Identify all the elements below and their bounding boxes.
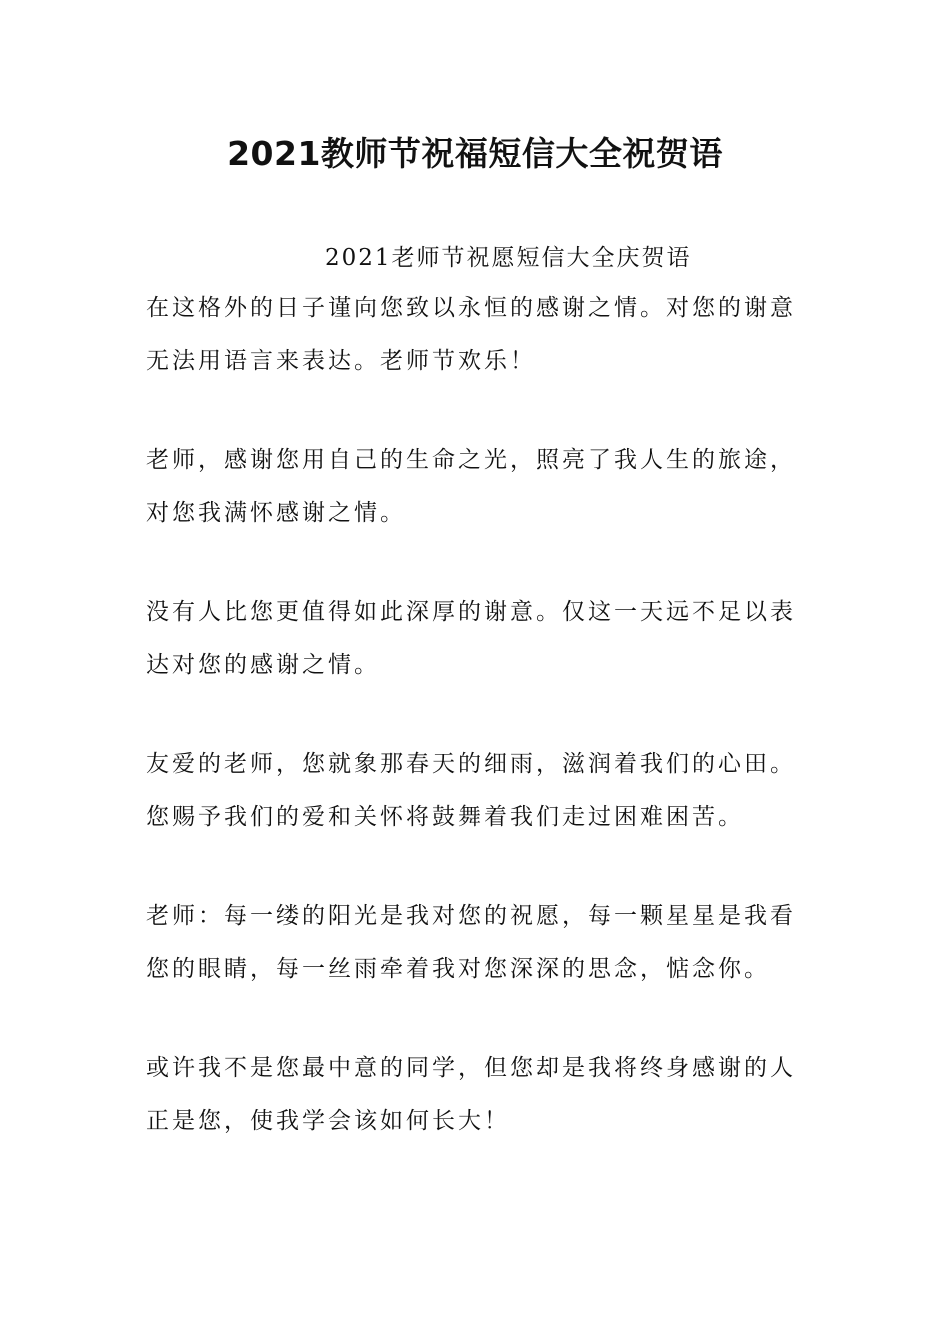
paragraph-line: 您的眼睛，每一丝雨牵着我对您深深的思念，惦念你。 — [146, 956, 770, 982]
document-subtitle: 2021老师节祝愿短信大全庆贺语 — [325, 245, 692, 271]
document-title: 2021教师节祝福短信大全祝贺语 — [227, 134, 723, 173]
paragraph-line: 老师：每一缕的阳光是我对您的祝愿，每一颗星星是我看 — [146, 903, 796, 929]
paragraph-3 — [146, 586, 814, 692]
paragraph-5 — [146, 890, 814, 996]
paragraph-line: 无法用语言来表达。老师节欢乐！ — [146, 348, 536, 374]
paragraph-line: 或许我不是您最中意的同学，但您却是我将终身感谢的人 — [146, 1055, 796, 1081]
paragraph-line: 对您我满怀感谢之情。 — [146, 500, 406, 526]
paragraph-line: 在这格外的日子谨向您致以永恒的感谢之情。对您的谢意 — [146, 295, 796, 321]
paragraph-line: 没有人比您更值得如此深厚的谢意。仅这一天远不足以表 — [146, 599, 796, 625]
paragraph-line: 正是您，使我学会该如何长大！ — [146, 1108, 510, 1134]
paragraph-1 — [146, 282, 814, 388]
document-body — [146, 282, 814, 1194]
paragraph-4 — [146, 738, 814, 844]
paragraph-line: 老师，感谢您用自己的生命之光，照亮了我人生的旅途， — [146, 447, 796, 473]
paragraph-2 — [146, 434, 814, 540]
paragraph-line: 您赐予我们的爱和关怀将鼓舞着我们走过困难困苦。 — [146, 804, 744, 830]
paragraph-line: 友爱的老师，您就象那春天的细雨，滋润着我们的心田。 — [146, 751, 796, 777]
paragraph-6 — [146, 1042, 814, 1148]
paragraph-line: 达对您的感谢之情。 — [146, 652, 380, 678]
